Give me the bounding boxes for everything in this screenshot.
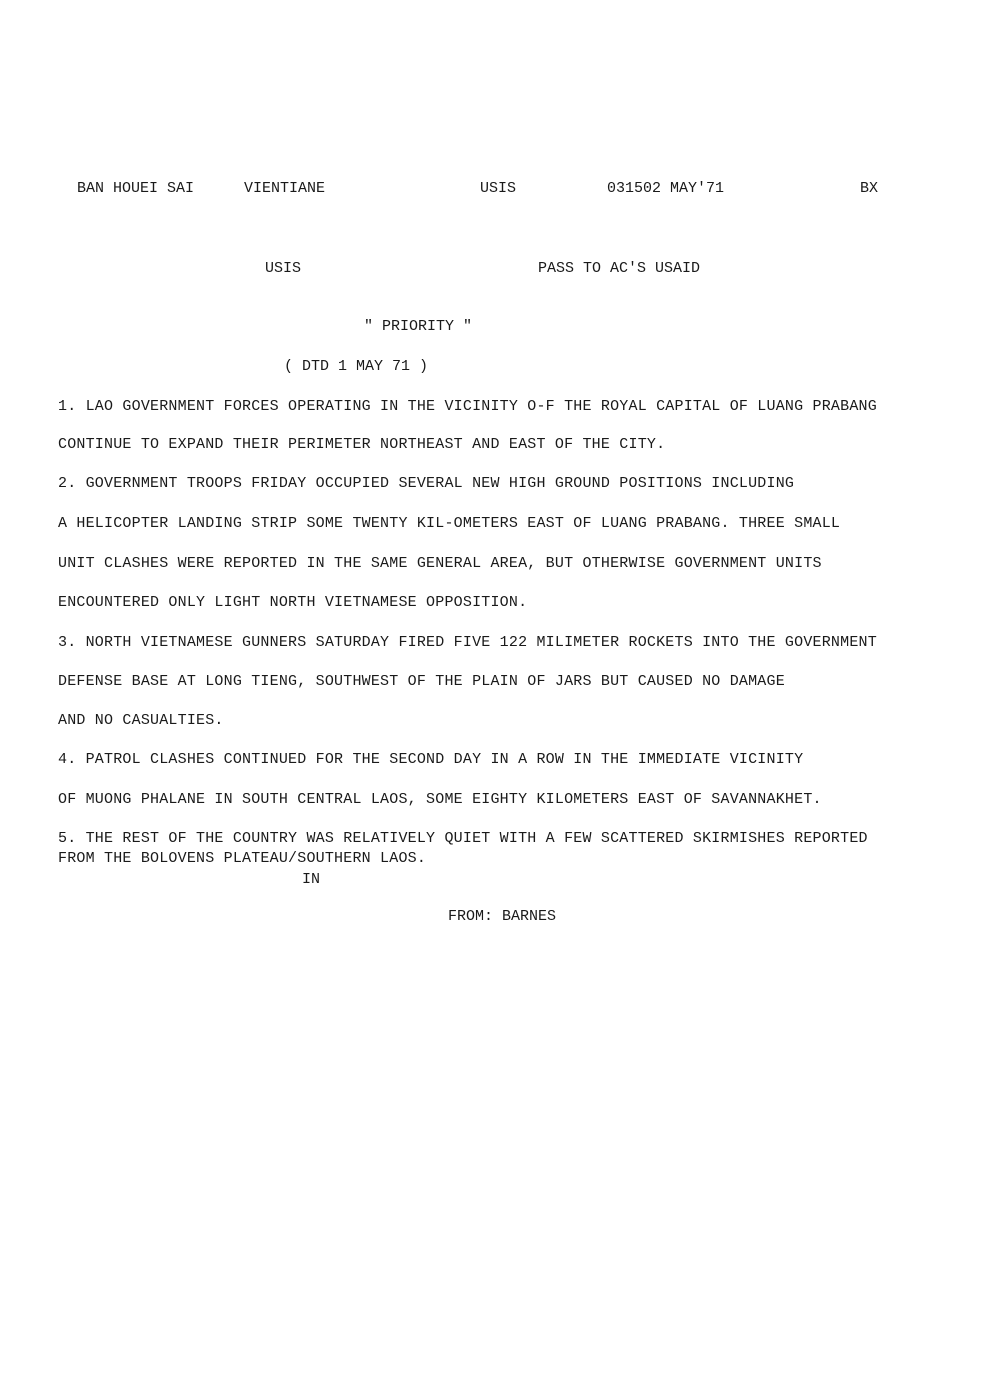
date-time-group: 031502 MAY'71 [607,180,725,197]
dated-line: ( DTD 1 MAY 71 ) [284,358,429,375]
body-line: CONTINUE TO EXPAND THEIR PERIMETER NORTHEAST AND EAST OF THE CITY. [58,436,666,453]
body-line: DEFENSE BASE AT LONG TIENG, SOUTHWEST OF THE PLAIN OF JARS BUT CAUSED NO DAMAGE [58,673,785,690]
signature: FROM: BARNES [448,908,557,925]
origin-station: BAN HOUEI SAI [77,180,195,197]
insertion-mark: IN [302,871,321,888]
body-line: 1. LAO GOVERNMENT FORCES OPERATING IN THE VICINITY O-F THE ROYAL CAPITAL OF LUANG PRABANG [58,398,877,415]
routing-instruction: PASS TO AC'S USAID [538,260,701,277]
agency: USIS [480,180,517,197]
routing-to: USIS [265,260,302,277]
body-line: AND NO CASUALTIES. [58,712,224,729]
body-line: ENCOUNTERED ONLY LIGHT NORTH VIETNAMESE OPPOSITION. [58,594,528,611]
body-line: 5. THE REST OF THE COUNTRY WAS RELATIVELY QUIET WITH A FEW SCATTERED SKIRMISHES REPORTED [58,830,868,847]
body-line: 3. NORTH VIETNAMESE GUNNERS SATURDAY FIRED FIVE 122 MILIMETER ROCKETS INTO THE GOVERNMENT [58,634,877,651]
body-line: OF MUONG PHALANE IN SOUTH CENTRAL LAOS, SOME EIGHTY KILOMETERS EAST OF SAVANNAKHET. [58,791,822,808]
precedence: " PRIORITY " [364,318,473,335]
body-line: 2. GOVERNMENT TROOPS FRIDAY OCCUPIED SEVERAL NEW HIGH GROUND POSITIONS INCLUDING [58,475,795,492]
body-line: 4. PATROL CLASHES CONTINUED FOR THE SECOND DAY IN A ROW IN THE IMMEDIATE VICINITY [58,751,804,768]
body-line: FROM THE BOLOVENS PLATEAU/SOUTHERN LAOS. [58,850,427,867]
destination-station: VIENTIANE [244,180,326,197]
body-line: UNIT CLASHES WERE REPORTED IN THE SAME GENERAL AREA, BUT OTHERWISE GOVERNMENT UNITS [58,555,822,572]
message-code: BX [860,180,879,197]
body-line: A HELICOPTER LANDING STRIP SOME TWENTY KIL-OMETERS EAST OF LUANG PRABANG. THREE SMALL [58,515,841,532]
